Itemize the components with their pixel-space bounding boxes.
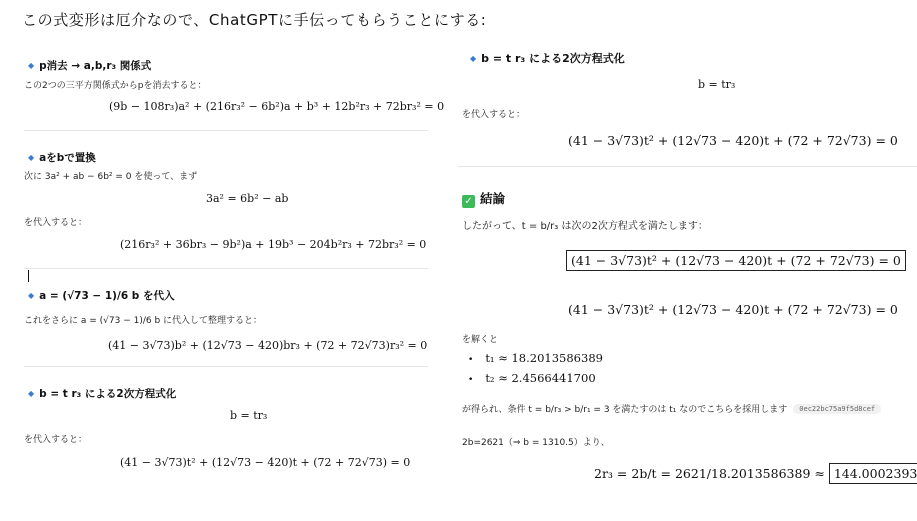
equation: (41 − 3√73)t² + (12√73 − 420)t + (72 + 72√73) = 0 <box>568 133 898 148</box>
given-text: 2b=2621（⇒ b = 1310.5）より、 <box>462 438 610 448</box>
text-cursor <box>28 270 29 282</box>
bullet-icon: • <box>468 355 474 365</box>
section-text: を解くと <box>462 335 499 345</box>
equation: (41 − 3√73)t² + (12√73 − 420)t + (72 + 72√73) = 0 <box>120 456 411 469</box>
diamond-bullet-icon: ◆ <box>470 54 477 63</box>
diamond-bullet-icon: ◆ <box>28 153 35 162</box>
section-heading-p-elimination: ◆ p消去 → a,b,r₃ 関係式 <box>28 60 152 72</box>
divider <box>24 366 428 367</box>
section-heading-quadratic: ◆ b = t r₃ による2次方程式化 <box>28 388 177 400</box>
list-item: • t₁ ≈ 18.2013586389 <box>468 351 603 365</box>
diamond-bullet-icon: ◆ <box>28 291 35 300</box>
equation: (9b − 108r₃)a² + (216r₃² − 6b²)a + b³ + 12b²r₃ + 72br₃² = 0 <box>109 100 445 113</box>
list-item: • t₂ ≈ 2.4566441700 <box>468 371 596 385</box>
diamond-bullet-icon: ◆ <box>28 61 35 70</box>
divider <box>24 268 428 269</box>
conclusion-text: したがって、t = b/r₃ は次の2次方程式を満たします： <box>462 221 708 232</box>
section-text: 次に 3a² + ab − 6b² = 0 を使って、まず <box>24 172 198 182</box>
diamond-bullet-icon: ◆ <box>28 389 35 398</box>
conclusion-heading: ✓ 結論 <box>462 189 505 208</box>
check-icon: ✓ <box>462 195 475 208</box>
divider <box>458 166 917 167</box>
section-text: この2つの三平方関係式からpを消去すると： <box>24 81 207 91</box>
equation: 3a² = 6b² − ab <box>206 192 289 205</box>
equation: b = tr₃ <box>698 78 736 91</box>
page-title: この式変形は厄介なので、ChatGPTに手伝ってもらうことにする: <box>22 11 487 29</box>
section-heading-a-substitution: ◆ a = (√73 − 1)/6 b を代入 <box>28 290 175 302</box>
citation-chip[interactable]: 0ec22bc75a9f5d8cef <box>793 404 881 414</box>
equation: (41 − 3√73)b² + (12√73 − 420)br₃ + (72 + 72√73)r₃² = 0 <box>108 339 428 352</box>
section-text: を代入すると： <box>24 435 88 445</box>
equation: b = tr₃ <box>230 409 268 422</box>
left-panel <box>24 48 445 518</box>
section-heading-quadratic: ◆ b = t r₃ による2次方程式化 <box>470 52 625 65</box>
condition-text: が得られ、条件 t = b/r₃ > b/r₁ = 3 を満たすのは t₁ なのでこちらを採用します 0ec22bc75a9f5d8cef <box>462 402 881 415</box>
boxed-equation: (41 − 3√73)t² + (12√73 − 420)t + (72 + 72√73) = 0 <box>566 250 906 271</box>
section-heading-substitute: ◆ aをbで置換 <box>28 152 96 164</box>
equation: (41 − 3√73)t² + (12√73 − 420)t + (72 + 72√73) = 0 <box>568 302 898 317</box>
bullet-icon: • <box>468 375 474 385</box>
final-equation: 2r₃ = 2b/t = 2621/18.2013586389 ≈ 144.0002393 <box>594 466 917 481</box>
section-text: を代入すると： <box>24 218 88 228</box>
final-value-box: 144.0002393 <box>829 463 917 484</box>
section-text: これをさらに a = (√73 − 1)/6 b に代入して整理すると： <box>24 316 263 326</box>
right-panel <box>458 40 917 521</box>
equation: (216r₃² + 36br₃ − 9b²)a + 19b³ − 204b²r₃ + 72br₃² = 0 <box>120 238 427 251</box>
divider <box>24 130 428 131</box>
section-text: を代入すると： <box>462 110 526 120</box>
